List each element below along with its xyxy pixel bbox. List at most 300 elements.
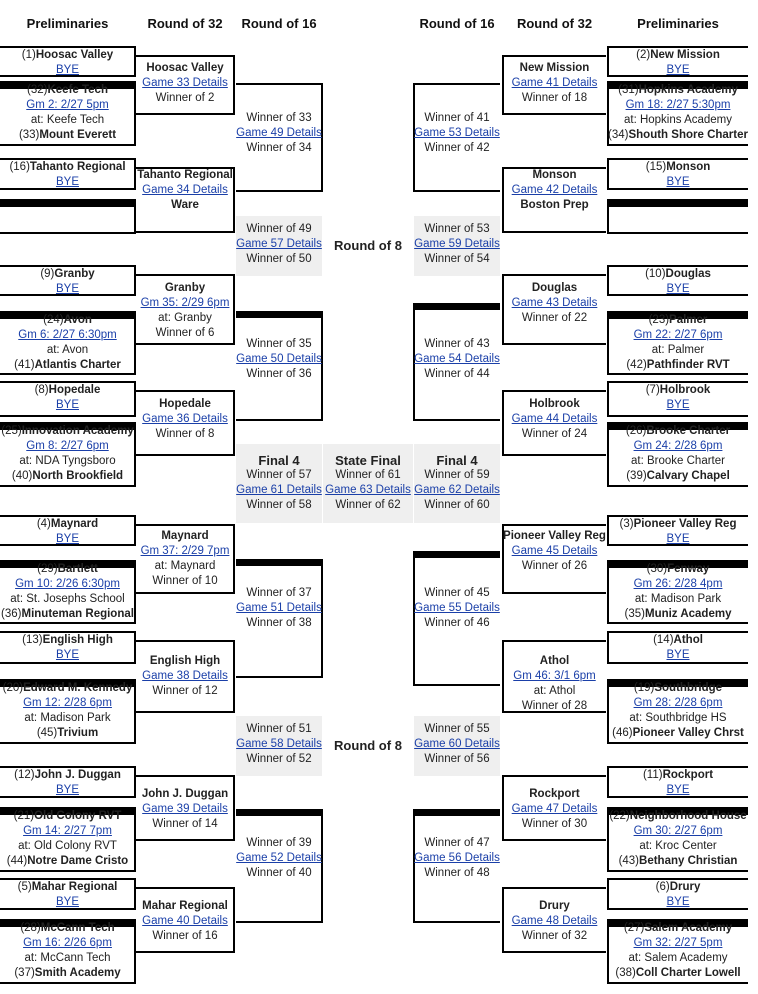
r32-info: Winner of 8 (155, 428, 215, 440)
r32-top-line (503, 640, 606, 642)
team-name: Innovation Academy (21, 425, 134, 437)
seed-number: (30) (646, 563, 668, 575)
round8-label-top (323, 238, 413, 253)
team-name: Maynard (50, 518, 99, 530)
prelim-team-1 (0, 83, 135, 98)
team-name: Palmer (669, 314, 708, 326)
game-link[interactable]: Game 38 Details (142, 670, 228, 682)
team-name: McCann Tech (40, 922, 115, 934)
team-name: Old Colony RVT (34, 810, 122, 822)
game-link[interactable]: Game 51 Details (236, 602, 322, 614)
round8-cell (414, 222, 500, 267)
game-link[interactable]: Game 47 Details (511, 803, 598, 815)
r32-bottom-line (503, 592, 606, 594)
prelim-team-1 (0, 313, 135, 328)
game-link[interactable]: Gm 24: 2/28 6pm (633, 440, 723, 452)
prelim-team-1 (0, 921, 135, 936)
game-link[interactable]: Gm 37: 2/29 7pm (140, 545, 230, 557)
game-location: at: Kroc Center (639, 840, 717, 852)
prelim-bottom-line (0, 373, 135, 375)
r32-info: Winner of 22 (521, 312, 588, 324)
r32-team: Granby (164, 282, 206, 294)
game-location: at: Maynard (154, 560, 216, 572)
prelim-cell (608, 517, 748, 547)
winner-1: Winner of 39 (246, 837, 312, 849)
round8-label-bottom (323, 738, 413, 753)
r32-info: Winner of 12 (152, 685, 218, 697)
team-name: Tahanto Regional (29, 161, 126, 173)
bye-link[interactable]: BYE (666, 64, 690, 76)
game-link[interactable]: Game 60 Details (414, 738, 500, 750)
seed-number: (39) (626, 470, 647, 482)
game-link[interactable]: Gm 30: 2/27 6pm (633, 825, 723, 837)
bye-link[interactable]: BYE (55, 283, 79, 295)
game-location: at: St. Josephs School (10, 593, 125, 605)
game-link[interactable]: Game 44 Details (511, 413, 598, 425)
winner-2: Winner of 50 (246, 253, 312, 265)
round8-title: Round of 8 (334, 738, 402, 753)
r16-bottom-line (236, 676, 322, 678)
final4-title: Final 4 (436, 453, 478, 468)
prelim-team (608, 768, 748, 783)
game-link[interactable]: Game 40 Details (142, 915, 228, 927)
winner-2: Winner of 52 (246, 753, 312, 765)
seed-number: (34) (608, 129, 629, 141)
prelim-cell (0, 48, 135, 78)
game-link[interactable]: Game 63 Details (325, 484, 411, 496)
prelim-bottom-line (0, 622, 135, 624)
bye-link[interactable]: BYE (666, 896, 690, 908)
prelim-bottom-line (0, 982, 135, 984)
winner-2: Winner of 46 (424, 617, 490, 629)
prelim-cell (608, 267, 748, 297)
state-final-cell (323, 453, 413, 513)
r32-bottom-line (136, 231, 234, 233)
prelim-bottom-line (608, 144, 748, 146)
seed-number: (31) (618, 84, 639, 96)
prelim-team (608, 48, 748, 63)
round8-cell (236, 222, 322, 267)
r32-team: John J. Duggan (141, 788, 229, 800)
prelim-team-1 (0, 809, 135, 824)
game-location: at: Hopkins Academy (623, 114, 733, 126)
team-name: Salem Academy (644, 922, 733, 934)
final4-title: Final 4 (258, 453, 300, 468)
prelim-team-2 (608, 128, 748, 143)
prelim-team (0, 880, 135, 895)
r32-info: Boston Prep (520, 199, 589, 211)
game-link[interactable]: Game 43 Details (511, 297, 598, 309)
r32-bottom-line (136, 113, 234, 115)
game-link[interactable]: Gm 46: 3/1 6pm (513, 670, 596, 682)
seed-number: (11) (642, 769, 663, 781)
r32-cell (136, 899, 234, 944)
r16-cell (236, 586, 322, 631)
team-name: Rockport (662, 769, 714, 781)
winner-1: Winner of 45 (424, 587, 490, 599)
r32-bottom-line (503, 454, 606, 456)
prelim-cell (608, 633, 748, 663)
r32-top-line (136, 640, 234, 642)
r32-team: Pioneer Valley Reg (503, 530, 606, 542)
bye-link[interactable]: BYE (55, 399, 79, 411)
r16-bottom-line (414, 921, 500, 923)
team-name: Calvary Chapel (646, 470, 730, 482)
bye-link[interactable]: BYE (55, 64, 79, 76)
seed-number: (8) (34, 384, 49, 396)
prelim-team (608, 517, 748, 532)
prelim-team (608, 633, 748, 648)
r32-bottom-line (503, 839, 606, 841)
seed-number: (14) (653, 634, 674, 646)
game-link[interactable]: Game 61 Details (236, 484, 322, 496)
team-name: Hopedale (48, 384, 101, 396)
prelim-team (0, 768, 135, 783)
r32-team: Drury (539, 900, 570, 912)
game-link[interactable]: Game 33 Details (142, 77, 228, 89)
prelim-cell (608, 160, 748, 190)
prelim-bottom-line (0, 232, 135, 234)
prelim-team (0, 267, 135, 282)
final4-cell (236, 453, 322, 513)
r16-bottom-line (236, 921, 322, 923)
r32-team: New Mission (519, 62, 590, 74)
game-link[interactable]: Gm 6: 2/27 6:30pm (18, 329, 117, 341)
bye-link[interactable]: BYE (666, 784, 690, 796)
game-link[interactable]: Game 36 Details (142, 413, 228, 425)
game-link[interactable]: Gm 18: 2/27 5:30pm (625, 99, 731, 111)
prelim-cell (608, 768, 748, 798)
prelim-cell (608, 48, 748, 78)
team-name: Southbridge (654, 682, 723, 694)
prelim-cell (0, 83, 135, 143)
prelim-cell (608, 562, 748, 622)
r32-bottom-line (503, 343, 606, 345)
r32-team: Monson (532, 169, 577, 181)
round8-title: Round of 8 (334, 238, 402, 253)
r32-bottom-line (136, 839, 234, 841)
r32-cell (136, 397, 234, 442)
prelim-cell (0, 517, 135, 547)
team-name: Pioneer Valley Reg (633, 518, 737, 530)
header-right-r32: Round of 32 (516, 16, 593, 31)
game-link[interactable]: Game 39 Details (142, 803, 228, 815)
r32-info: Winner of 14 (152, 818, 218, 830)
game-link[interactable]: Game 58 Details (236, 738, 322, 750)
seed-number: (26) (625, 425, 647, 437)
game-link[interactable]: Gm 2: 2/27 5pm (26, 99, 109, 111)
bye-link[interactable]: BYE (55, 176, 79, 188)
game-link[interactable]: Game 50 Details (236, 353, 322, 365)
team-name: Drury (669, 881, 701, 893)
winner-2: Winner of 38 (246, 617, 312, 629)
r32-team: Maynard (161, 530, 209, 542)
r16-top-line (236, 83, 322, 85)
seed-number: (7) (645, 384, 660, 396)
r16-top-line (236, 809, 322, 816)
game-link[interactable]: Game 55 Details (414, 602, 500, 614)
r32-team: Hoosac Valley (146, 62, 224, 74)
team-name: Keefe Tech (47, 84, 108, 96)
prelim-cell (0, 921, 135, 981)
r32-cell (503, 899, 606, 944)
prelim-team-1 (608, 921, 748, 936)
prelim-bottom-line (608, 373, 748, 375)
prelim-team-2 (0, 726, 135, 741)
r16-top-line (414, 551, 500, 558)
seed-number: (27) (623, 922, 645, 934)
bye-link[interactable]: BYE (666, 399, 690, 411)
r32-cell (503, 61, 606, 106)
r32-cell (503, 397, 606, 442)
bye-link[interactable]: BYE (55, 649, 79, 661)
seed-number: (5) (17, 881, 32, 893)
game-link[interactable]: Game 42 Details (511, 184, 598, 196)
team-name: Hopkins Academy (638, 84, 738, 96)
prelim-bottom-line (608, 485, 748, 487)
prelim-bottom-line (0, 742, 135, 744)
r16-bottom-line (236, 419, 322, 421)
bye-link[interactable]: BYE (55, 784, 79, 796)
seed-number: (21) (13, 810, 35, 822)
prelim-bottom-line (0, 415, 135, 417)
game-link[interactable]: Game 52 Details (236, 852, 322, 864)
bye-link[interactable]: BYE (55, 533, 79, 545)
winner-2: Winner of 42 (424, 142, 490, 154)
r32-top-line (136, 390, 234, 392)
game-link[interactable]: Gm 28: 2/28 6pm (633, 697, 723, 709)
team-name: Coll Charter Lowell (635, 967, 741, 979)
r32-info: Winner of 30 (521, 818, 588, 830)
r32-info: Winner of 2 (155, 92, 215, 104)
team-name: Mahar Regional (31, 881, 118, 893)
prelim-cell (608, 313, 748, 373)
prelim-team (608, 383, 748, 398)
r16-cell (414, 836, 500, 881)
prelim-cell (0, 383, 135, 413)
prelim-team (608, 160, 748, 175)
team-name: John J. Duggan (34, 769, 121, 781)
prelim-cell (608, 83, 748, 143)
game-link[interactable]: Gm 8: 2/27 6pm (26, 440, 109, 452)
prelim-team-2 (608, 966, 748, 981)
team-name: Athol (673, 634, 703, 646)
r32-team: English High (149, 655, 221, 667)
game-link[interactable]: Game 62 Details (414, 484, 500, 496)
seed-number: (20) (2, 682, 24, 694)
prelim-cell (0, 424, 135, 484)
winner-2: Winner of 54 (424, 253, 490, 265)
winner-2: Winner of 56 (424, 753, 490, 765)
seed-number: (42) (626, 359, 647, 371)
prelim-team-1 (0, 424, 135, 439)
game-link[interactable]: Game 48 Details (511, 915, 598, 927)
prelim-bottom-line (608, 622, 748, 624)
seed-number: (4) (36, 518, 51, 530)
prelim-cell (0, 313, 135, 373)
game-link[interactable]: Game 59 Details (414, 238, 500, 250)
bye-link[interactable]: BYE (55, 896, 79, 908)
bye-link[interactable]: BYE (666, 176, 690, 188)
r32-bottom-line (503, 113, 606, 115)
r32-bottom-line (136, 343, 234, 345)
team-name: New Mission (650, 49, 720, 61)
prelim-team-2 (0, 128, 135, 143)
prelim-cell (0, 681, 135, 741)
winner-2: Winner of 36 (246, 368, 312, 380)
team-name: Pathfinder RVT (646, 359, 730, 371)
r32-team: Hopedale (159, 398, 211, 410)
r16-cell (414, 111, 500, 156)
prelim-cell (608, 424, 748, 484)
bye-link[interactable]: BYE (666, 533, 690, 545)
r16-top-line (414, 83, 500, 85)
game-link[interactable]: Gm 10: 2/26 6:30pm (15, 578, 120, 590)
r32-info: Winner of 6 (155, 327, 215, 339)
round8-cell (414, 722, 500, 767)
team-name: Neighborhood House (629, 810, 747, 822)
seed-number: (19) (633, 682, 655, 694)
r32-cell (136, 281, 234, 341)
game-link[interactable]: Gm 22: 2/27 6pm (633, 329, 723, 341)
r32-bottom-line (136, 592, 234, 594)
r16-top-line (236, 311, 322, 318)
team-name: North Brookfield (32, 470, 124, 482)
bye-link[interactable]: BYE (666, 283, 690, 295)
r32-bottom-line (503, 231, 606, 233)
game-location: at: Granby (158, 312, 212, 324)
prelim-bottom-line (608, 982, 748, 984)
game-location: at: Southbridge HS (629, 712, 727, 724)
game-link[interactable]: Game 49 Details (236, 127, 322, 139)
game-link[interactable]: Gm 32: 2/27 5pm (633, 937, 723, 949)
winner-2: Winner of 44 (424, 368, 490, 380)
prelim-bottom-line (0, 144, 135, 146)
game-link[interactable]: Game 57 Details (236, 238, 322, 250)
seed-number: (32) (27, 84, 48, 96)
game-location: at: McCann Tech (24, 952, 111, 964)
prelim-cell (0, 160, 135, 190)
header-right-r16: Round of 16 (419, 16, 495, 31)
round8-cell (236, 722, 322, 767)
game-link[interactable]: Game 54 Details (414, 353, 500, 365)
game-link[interactable]: Gm 14: 2/27 7pm (23, 825, 112, 837)
prelim-cell (0, 880, 135, 910)
game-link[interactable]: Gm 26: 2/28 4pm (633, 578, 723, 590)
prelim-team-1 (0, 562, 135, 577)
seed-number: (16) (9, 161, 30, 173)
r16-top-line (414, 809, 500, 816)
r16-bottom-line (414, 419, 500, 421)
team-name: Edward M. Kennedy (23, 682, 133, 694)
seed-number: (29) (37, 563, 58, 575)
game-location: at: NDA Tyngsboro (19, 455, 116, 467)
game-link[interactable]: Game 34 Details (142, 184, 228, 196)
seed-number: (44) (6, 855, 28, 867)
r32-team: Rockport (529, 788, 580, 800)
r32-team: Holbrook (529, 398, 580, 410)
prelim-team-1 (608, 313, 748, 328)
r32-cell (503, 529, 606, 574)
r32-info: Winner of 32 (521, 930, 588, 942)
winner-1: Winner of 61 (335, 469, 401, 481)
winner-1: Winner of 47 (424, 837, 490, 849)
game-location: at: Keefe Tech (30, 114, 105, 126)
prelim-cell (0, 768, 135, 798)
r32-team: Mahar Regional (142, 900, 228, 912)
winner-1: Winner of 53 (424, 223, 490, 235)
r32-cell (503, 281, 606, 326)
r32-team: Douglas (531, 282, 578, 294)
seed-number: (35) (624, 608, 645, 620)
game-link[interactable]: Game 41 Details (511, 77, 598, 89)
prelim-bottom-line (0, 870, 135, 872)
prelim-team (0, 517, 135, 532)
r32-top-line (503, 274, 606, 276)
r32-top-line (503, 524, 606, 526)
seed-number: (15) (645, 161, 667, 173)
bye-link[interactable]: BYE (666, 649, 690, 661)
prelim-bottom-line (0, 485, 135, 487)
seed-number: (37) (14, 967, 35, 979)
prelim-team-2 (608, 607, 748, 622)
game-location: at: Brooke Charter (631, 455, 725, 467)
r32-info: Winner of 18 (521, 92, 588, 104)
r32-top-line (136, 775, 234, 777)
team-name: English High (42, 634, 113, 646)
header-left-r16: Round of 16 (241, 16, 317, 31)
prelim-team-1 (608, 83, 748, 98)
r32-bottom-line (136, 454, 234, 456)
game-link[interactable]: Game 45 Details (511, 545, 598, 557)
game-location: at: Avon (46, 344, 89, 356)
r32-bottom-line (136, 951, 234, 953)
seed-number: (24) (43, 314, 64, 326)
game-link[interactable]: Gm 12: 2/28 6pm (23, 697, 112, 709)
r16-cell (236, 111, 322, 156)
team-name: Hoosac Valley (35, 49, 114, 61)
winner-1: Winner of 49 (246, 223, 312, 235)
winner-1: Winner of 43 (424, 338, 490, 350)
prelim-cell (0, 562, 135, 622)
team-name: Mount Everett (39, 129, 117, 141)
seed-number: (9) (40, 268, 55, 280)
r32-bottom-line (503, 951, 606, 953)
prelim-team-2 (608, 358, 748, 373)
winner-1: Winner of 55 (424, 723, 490, 735)
prelim-team-2 (608, 726, 748, 741)
game-location: at: Athol (533, 685, 576, 697)
game-link[interactable]: Gm 16: 2/26 6pm (23, 937, 112, 949)
game-location: at: Palmer (651, 344, 705, 356)
prelim-cell (608, 681, 748, 741)
team-name: Shouth Shore Charter (628, 129, 748, 141)
winner-2: Winner of 48 (424, 867, 490, 879)
winner-1: Winner of 57 (246, 469, 312, 481)
game-link[interactable]: Gm 35: 2/29 6pm (140, 297, 230, 309)
prelim-team-1 (0, 681, 135, 696)
prelim-cell (608, 809, 748, 869)
game-link[interactable]: Game 56 Details (414, 852, 500, 864)
r32-cell (136, 654, 234, 699)
seed-number: (36) (1, 608, 22, 620)
r16-cell (414, 586, 500, 631)
winner-1: Winner of 59 (424, 469, 490, 481)
game-link[interactable]: Game 53 Details (414, 127, 500, 139)
prelim-side-line (607, 199, 609, 234)
r32-top-line (136, 887, 234, 889)
prelim-bottom-line (608, 870, 748, 872)
